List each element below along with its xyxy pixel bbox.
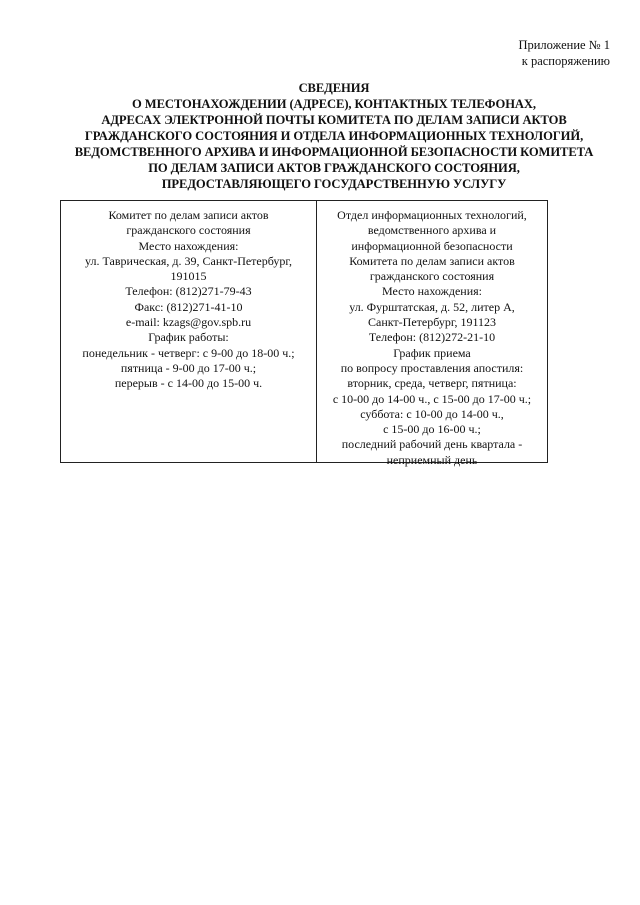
cell-line: Место нахождения:	[138, 238, 239, 253]
heading-line: ВЕДОМСТВЕННОГО АРХИВА И ИНФОРМАЦИОННОЙ БЕЗОПАСНОСТИ КОМИТЕТА	[74, 145, 594, 159]
cell-line: гражданского состояния	[126, 223, 251, 238]
cell-line: Телефон: (812)272-21-10	[368, 330, 496, 345]
contacts-table	[60, 200, 548, 467]
cell-line: перерыв - с 14-00 до 15-00 ч.	[114, 376, 263, 391]
heading-line: ГРАЖДАНСКОГО СОСТОЯНИЯ И ОТДЕЛА ИНФОРМАЦИОННЫХ ТЕХНОЛОГИЙ,	[84, 129, 584, 143]
cell-line: ул. Таврическая, д. 39, Санкт-Петербург,	[85, 253, 292, 268]
cell-line: Отдел информационных технологий,	[337, 208, 527, 222]
heading-line: ПО ДЕЛАМ ЗАПИСИ АКТОВ ГРАЖДАНСКОГО СОСТОЯНИЯ,	[148, 161, 520, 175]
cell-line: ведомственного архива и	[367, 223, 497, 238]
heading-line: СВЕДЕНИЯ	[298, 81, 370, 95]
cell-line: по вопросу проставления апостиля:	[340, 360, 524, 375]
cell-line: e-mail: kzags@gov.spb.ru	[125, 315, 252, 330]
cell-line: Санкт-Петербург, 191123	[368, 315, 496, 330]
cell-line: График приема	[393, 345, 471, 360]
heading-line: ПРЕДОСТАВЛЯЮЩЕГО ГОСУДАРСТВЕННУЮ УСЛУГУ	[161, 177, 507, 191]
cell-line: Комитета по делам записи актов	[349, 253, 515, 268]
cell-line: гражданского состояния	[369, 269, 495, 284]
heading-line: О МЕСТОНАХОЖДЕНИИ (АДРЕСЕ), КОНТАКТНЫХ ТЕЛЕФОНАХ,	[132, 97, 536, 111]
cell-line: информационной безопасности	[351, 238, 513, 253]
cell-line: пятница - 9-00 до 17-00 ч.;	[120, 360, 257, 375]
cell-line: Место нахождения:	[382, 284, 482, 299]
cell-line: вторник, среда, четверг, пятница:	[347, 376, 517, 391]
cell-line: График работы:	[148, 330, 229, 345]
cell-line: 191015	[170, 269, 207, 284]
cell-line: Факс: (812)271-41-10	[134, 299, 243, 314]
cell-line: суббота: с 10-00 до 14-00 ч.,	[360, 406, 504, 421]
annex-reference	[518, 37, 610, 69]
heading-line: АДРЕСАХ ЭЛЕКТРОННОЙ ПОЧТЫ КОМИТЕТА ПО ДЕЛАМ ЗАПИСИ АКТОВ	[101, 113, 567, 127]
annex-number: Приложение № 1	[518, 38, 610, 52]
cell-line: ул. Фурштатская, д. 52, литер А,	[349, 299, 515, 314]
cell-line: с 15-00 до 16-00 ч.;	[383, 422, 481, 437]
annex-order-ref: к распоряжению	[521, 54, 610, 68]
cell-line: Телефон: (812)271-79-43	[125, 284, 252, 299]
department-cell	[317, 201, 547, 467]
cell-line: с 10-00 до 14-00 ч., с 15-00 до 17-00 ч.;	[332, 391, 532, 406]
cell-line: неприемный день	[386, 452, 478, 467]
committee-cell	[61, 201, 317, 462]
document-heading	[60, 80, 608, 192]
cell-line: последний рабочий день квартала -	[341, 437, 523, 452]
cell-line: понедельник - четверг: с 9-00 до 18-00 ч.;	[82, 345, 295, 360]
cell-line: Комитет по делам записи актов	[108, 208, 269, 222]
